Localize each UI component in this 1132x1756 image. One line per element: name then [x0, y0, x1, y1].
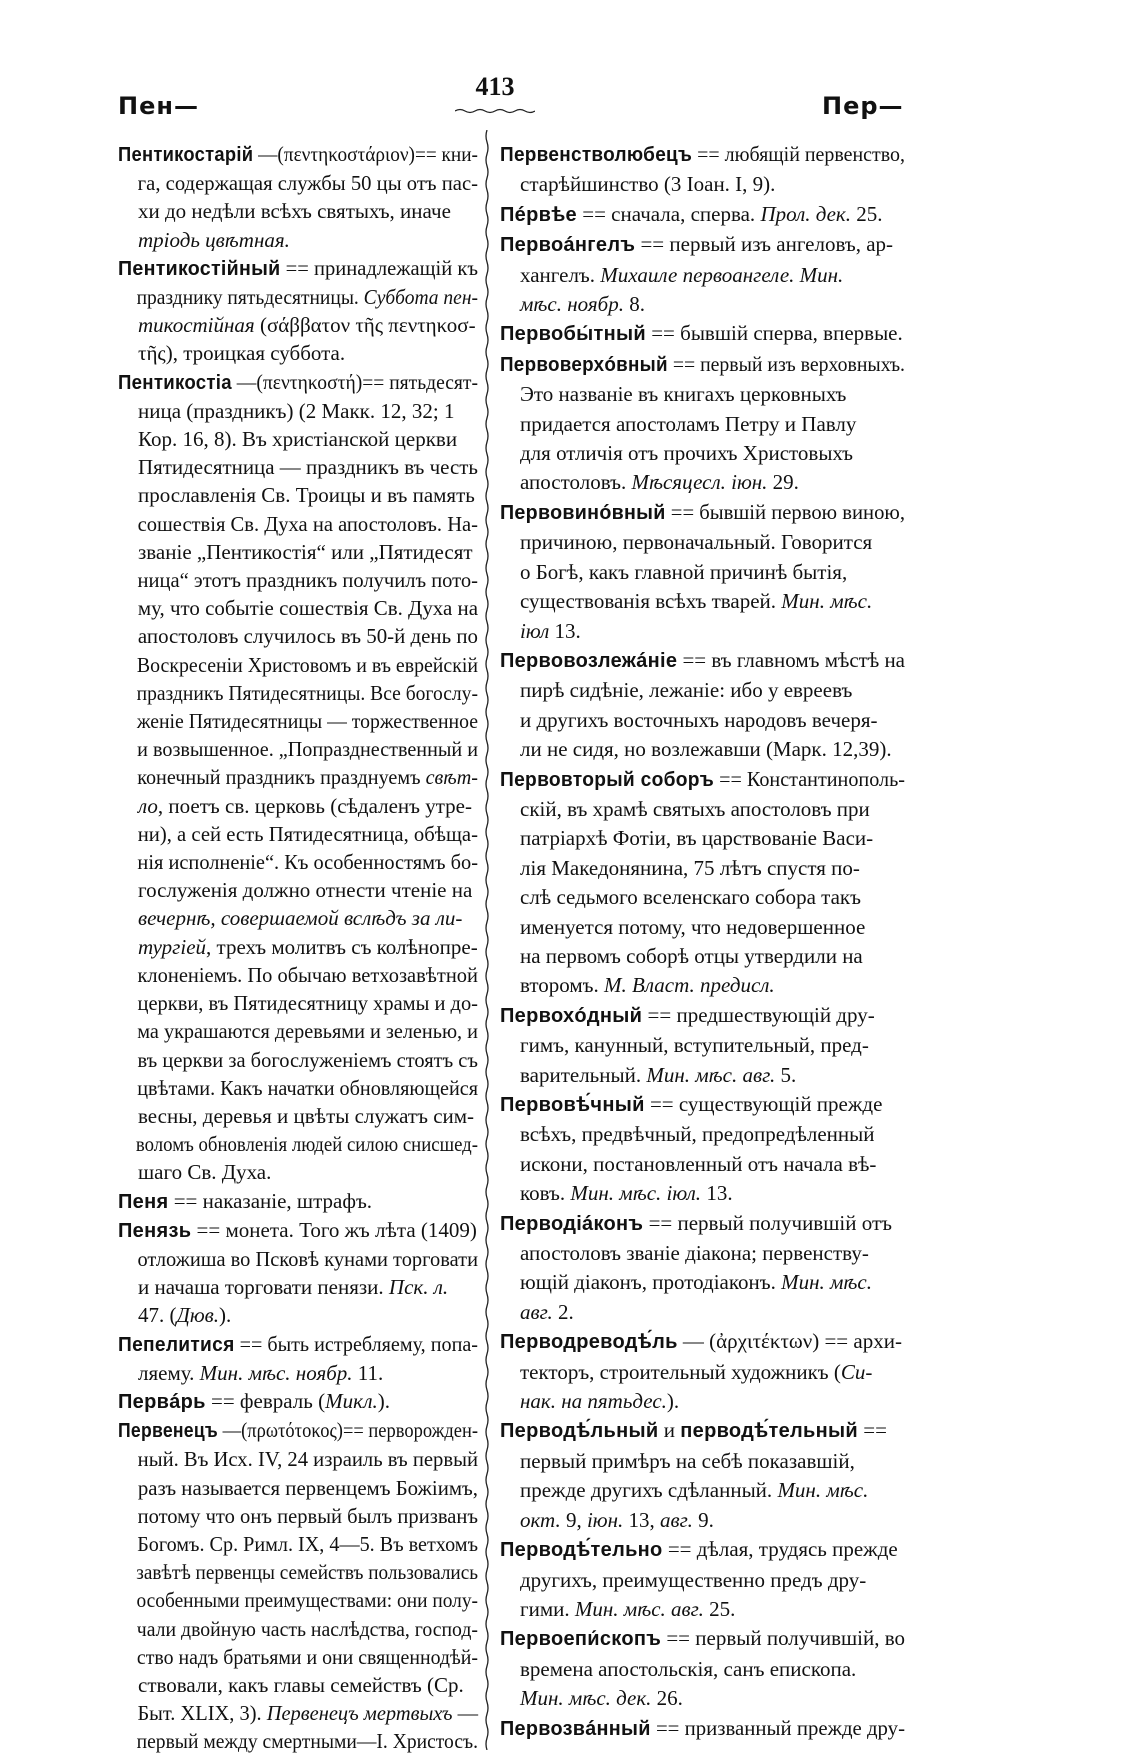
- text: 9,: [560, 1507, 587, 1532]
- text: 26.: [651, 1686, 683, 1711]
- text: ство надъ братьями и они священнодѣй-: [136, 1644, 479, 1669]
- text: — (ἀρχιτέκτων) == архи-: [677, 1329, 902, 1354]
- text: гимъ, канунный, вступительный, пред-: [520, 1033, 869, 1058]
- entry-text-line: [118, 1530, 478, 1558]
- text: сошествія Св. Духа на апостоловъ. На-: [137, 511, 479, 536]
- entry-text-line: [500, 795, 870, 824]
- entry-text-line: [500, 1268, 872, 1297]
- entry-text-line: [118, 1445, 478, 1473]
- headword: Пепелитися: [118, 1333, 235, 1356]
- text: ==: [858, 1418, 887, 1443]
- entry-headword-line: [118, 1330, 478, 1359]
- text: нія исполненіе“. Къ особенностямъ бо-: [137, 850, 479, 875]
- headword: Пенязь: [118, 1219, 192, 1242]
- entry-text-line: [118, 481, 475, 509]
- entry-text-line: [500, 1120, 874, 1149]
- text: Это названіе въ книгахъ церковныхъ: [520, 382, 847, 407]
- text: , поетъ св. церковь (сѣдаленъ утре-: [157, 793, 472, 818]
- headword: Первовторый соборъ: [500, 768, 715, 791]
- entry-text-line: [118, 425, 457, 453]
- text: хи до недѣли всѣхъ святыхъ, иначе: [138, 199, 451, 224]
- column-divider: [482, 130, 492, 1750]
- entry-text-line: [500, 883, 861, 912]
- text: придается апостоламъ Петру и Павлу: [520, 411, 857, 436]
- entry-text-line: [118, 707, 478, 735]
- text: искони, постановленный отъ начала вѣ-: [520, 1151, 877, 1176]
- entry-text-line: [118, 453, 478, 481]
- entry-text-line: [118, 538, 473, 566]
- entry-text-line: [500, 1298, 574, 1327]
- italic-text: М. Власт. предисл.: [604, 973, 775, 998]
- italic-text: Дюв.: [176, 1303, 220, 1328]
- text: == существующій прежде: [644, 1092, 883, 1116]
- entry-text-line: [500, 468, 799, 497]
- text: ма украшаются деревьями и зеленью, и: [137, 1019, 479, 1044]
- text: причиною, первоначальный. Говорится: [520, 530, 873, 555]
- italic-text: тикостійная: [138, 313, 255, 338]
- italic-text: Мин. мѣс. іюл.: [570, 1181, 702, 1206]
- entry-headword-line: [500, 140, 905, 170]
- italic-text: Мин. мѣс. дек.: [520, 1686, 652, 1711]
- text: именуется потому, что недовершенное: [520, 914, 866, 939]
- italic-text: Мин. мѣс. ноябр.: [199, 1360, 353, 1385]
- text: весны, деревья и цвѣты служатъ сим-: [138, 1103, 475, 1128]
- text: му, что событіе сошествія Св. Духа на: [137, 596, 479, 621]
- text: потому что онъ первый былъ призванъ: [137, 1503, 479, 1528]
- italic-text: іюл: [520, 618, 550, 643]
- entry-text-line: [118, 1474, 478, 1502]
- text: —(πρωτότοκος)== перворожден-: [218, 1418, 479, 1443]
- text: другихъ, преимущественно предъ дру-: [520, 1567, 867, 1592]
- entry-text-line: [118, 339, 345, 367]
- entry-text-line: [118, 510, 478, 538]
- entry-text-line: [500, 1566, 866, 1595]
- entry-headword-line: [118, 1216, 477, 1245]
- italic-text: Мин. мѣс.: [781, 589, 873, 614]
- italic-text: авг.: [520, 1299, 553, 1324]
- text: и начаша торговати пенязи.: [138, 1275, 389, 1300]
- text: Богомъ. Ср. Римл. IX, 4—5. Въ ветхомъ: [137, 1531, 478, 1556]
- entry-headword-line: [500, 1090, 882, 1120]
- headword: Первенстволюбецъ: [500, 144, 693, 166]
- entry-text-line: [500, 706, 878, 735]
- text: клоненіемъ. По обычаю ветхозавѣтной: [137, 962, 478, 987]
- text: гими.: [520, 1596, 575, 1621]
- headword: перводѣ́тельный: [680, 1420, 858, 1443]
- text: == Константинополь-: [714, 766, 905, 791]
- headword: Перводѣ́тельно: [500, 1539, 663, 1562]
- text: шаго Св. Духа.: [138, 1160, 272, 1185]
- entry-text-line: [500, 587, 872, 616]
- text: пирѣ сидѣніе, лежаніе: ибо у евреевъ: [520, 678, 853, 703]
- text: празднику пятьдесятницы.: [136, 285, 364, 310]
- entry-text-line: [118, 792, 472, 820]
- entry-text-line: [118, 169, 478, 197]
- entry-text-line: [500, 676, 852, 705]
- text: == первый изъ верховныхъ.: [667, 351, 906, 376]
- entry-text-line: [118, 311, 476, 339]
- entry-headword-line: [500, 646, 905, 676]
- headword: Первовозлежáніе: [500, 649, 678, 672]
- entry-text-line: [500, 824, 873, 853]
- text: 5.: [775, 1062, 797, 1087]
- text: ли не сидя, но возлежавши (Марк. 12,39).: [520, 737, 892, 762]
- entry-text-line: [500, 1150, 876, 1179]
- page-number-wavy-rule: [455, 108, 535, 114]
- italic-text: Мин. мѣс. авг.: [574, 1596, 704, 1621]
- text: == любящій первенство,: [692, 142, 906, 166]
- entry-text-line: [500, 913, 865, 942]
- text: на первомъ соборѣ отцы утвердили на: [520, 943, 863, 968]
- text: (σάββατον τῆς πεντηκοσ-: [254, 313, 476, 338]
- entry-text-line: [118, 1643, 478, 1671]
- entry-headword-line: [500, 230, 893, 260]
- entry-headword-line: [500, 498, 905, 528]
- entry-text-line: [500, 290, 645, 319]
- italic-text: Михаиле первоангеле. Мин.: [600, 262, 844, 287]
- entry-headword-line: [118, 368, 478, 397]
- text: ный. Въ Исх. IV, 24 израиль въ первый: [137, 1447, 479, 1472]
- entry-text-line: [500, 410, 856, 439]
- headword: Перводѣ́льный: [500, 1420, 659, 1443]
- entry-headword-line: [500, 1535, 898, 1565]
- text: скій, въ храмѣ святыхъ апостоловъ при: [520, 796, 870, 821]
- italic-text: свѣт-: [425, 765, 479, 790]
- text: Быт. XLIX, 3).: [137, 1701, 267, 1726]
- text: 25.: [851, 201, 883, 226]
- text: == призванный прежде дру-: [650, 1715, 905, 1740]
- entry-text-line: [118, 1359, 383, 1387]
- entry-text-line: [500, 528, 872, 557]
- entry-text-line: [500, 380, 846, 409]
- text: существованія всѣхъ тварей.: [520, 589, 782, 614]
- entry-text-line: [500, 1506, 714, 1535]
- headword: Пéрвѣе: [500, 203, 577, 226]
- text: прославленія Св. Троицы и въ память: [138, 483, 475, 508]
- italic-text: Мин. мѣс.: [781, 1270, 872, 1295]
- text: гослуженія должно отнести чтеніе на: [138, 878, 473, 903]
- text: и возвышенное. „Попразднественный и: [137, 737, 479, 762]
- text: всѣхъ, предвѣчный, предопредѣленный: [520, 1122, 875, 1147]
- headword: Пентикостіа: [118, 371, 232, 394]
- entry-text-line: [118, 961, 478, 989]
- entry-headword-line: [500, 1001, 875, 1031]
- text: апостоловъ званіе діакона; первенству-: [520, 1241, 869, 1266]
- text: 13.: [549, 618, 581, 643]
- headword: Первовинóвный: [500, 501, 666, 524]
- text: чали двойную часть наслѣдства, господ-: [136, 1616, 478, 1641]
- entry-text-line: [118, 989, 478, 1017]
- entry-text-line: [118, 820, 478, 848]
- text: прежде другихъ сдѣланный.: [520, 1478, 778, 1503]
- italic-text: мѣс. ноябр.: [520, 292, 624, 317]
- text: церкви, въ Пятидесятницу храмы и до-: [137, 991, 478, 1016]
- italic-text: Прол. дек.: [760, 201, 852, 226]
- italic-text: Суббота пен-: [363, 285, 479, 310]
- text: 29.: [767, 470, 799, 495]
- italic-text: авг.: [660, 1507, 693, 1532]
- entry-text-line: [500, 617, 581, 646]
- text: == быть истребляему, попа-: [234, 1331, 478, 1356]
- headword: Первохóдный: [500, 1004, 643, 1027]
- entry-text-line: [118, 1671, 464, 1699]
- text: == бывшій сперва, впервые.: [645, 321, 903, 346]
- entry-headword-line: [500, 319, 903, 349]
- text: Пятидесятница — праздникъ въ честь: [137, 455, 479, 480]
- headword: Пентикостійный: [118, 257, 281, 280]
- entry-text-line: [118, 622, 478, 650]
- text: 47. (: [138, 1303, 177, 1328]
- text: званіе „Пентикостія“ или „Пятидесят: [138, 539, 473, 564]
- text: ница“ этотъ праздникъ получилъ пото-: [137, 568, 478, 593]
- entry-text-line: [118, 1615, 478, 1643]
- italic-text: Мин. мѣс. авг.: [646, 1062, 776, 1087]
- entry-text-line: [500, 735, 892, 764]
- text: == предшествующій дру-: [642, 1002, 875, 1027]
- entry-text-line: [118, 1102, 474, 1130]
- entry-text-line: [118, 1301, 231, 1329]
- text: == первый получившій, во: [661, 1626, 906, 1651]
- text: 9.: [692, 1507, 714, 1532]
- headword: Перводреводѣ́ль: [500, 1331, 678, 1354]
- italic-text: Первенецъ мертвыхъ: [266, 1701, 453, 1726]
- text: особенными преимуществами: они полу-: [136, 1588, 479, 1613]
- italic-text: нак. на пятьдес.: [520, 1389, 667, 1414]
- text: == въ главномъ мѣстѣ на: [677, 647, 905, 672]
- entry-text-line: [118, 1699, 478, 1727]
- headword: Первоепи́скопъ: [500, 1628, 662, 1651]
- entry-text-line: [500, 971, 775, 1000]
- italic-text: тургіей: [138, 934, 207, 959]
- text: 8.: [623, 292, 645, 317]
- italic-text: тріодь цвѣтная.: [138, 227, 290, 252]
- entry-text-line: [118, 283, 478, 311]
- headword: Пентикостарій: [118, 144, 254, 166]
- entry-text-line: [118, 1273, 448, 1301]
- italic-text: Мин. мѣс.: [777, 1478, 869, 1503]
- text: воломъ обновленія людей силою снисшед-: [135, 1132, 478, 1157]
- headword: Первенецъ: [118, 1420, 219, 1443]
- entry-text-line: [118, 763, 478, 791]
- entry-headword-line: [500, 1416, 887, 1446]
- entry-text-line: [500, 942, 863, 971]
- text: женіе Пятидесятницы — торжественное: [136, 709, 478, 734]
- entry-text-line: [500, 1447, 855, 1476]
- entry-text-line: [118, 1130, 478, 1158]
- italic-text: окт.: [520, 1507, 561, 1532]
- entry-text-line: [118, 651, 478, 679]
- entry-text-line: [500, 1476, 868, 1505]
- text: 13.: [701, 1181, 733, 1206]
- entry-text-line: [118, 1245, 478, 1273]
- entry-text-line: [118, 679, 478, 707]
- headword: Первовѣ́чный: [500, 1094, 645, 1116]
- entry-text-line: [118, 1502, 478, 1530]
- entry-text-line: [118, 1017, 478, 1045]
- text: 2.: [552, 1299, 574, 1324]
- text: ющій діаконъ, протодіаконъ.: [520, 1270, 782, 1295]
- entry-text-line: [500, 261, 843, 290]
- text: == принадлежащій къ: [280, 255, 479, 280]
- entry-text-line: [118, 1074, 478, 1102]
- text: ).: [377, 1388, 390, 1413]
- right-column: [500, 140, 905, 1744]
- italic-text: Пск. л.: [388, 1275, 449, 1300]
- text: == монета. Того жъ лѣта (1409): [191, 1217, 477, 1242]
- entry-text-line: [500, 1387, 679, 1416]
- headword: Первобы́тный: [500, 323, 646, 346]
- text: == дѣлая, трудясь прежде: [662, 1537, 898, 1562]
- entry-text-line: [118, 566, 478, 594]
- entry-text-line: [500, 558, 847, 587]
- text: первый между смертными—I. Христосъ.: [136, 1729, 479, 1754]
- text: апостоловъ случилось въ 50-й день по: [137, 624, 479, 649]
- entry-text-line: [500, 1358, 872, 1387]
- page-number: 413: [475, 72, 515, 101]
- text: —(πεντηκοστή)== пятьдесят-: [231, 369, 478, 394]
- entry-text-line: [118, 1558, 478, 1586]
- entry-headword-line: [500, 1209, 892, 1239]
- entry-headword-line: [118, 254, 478, 283]
- text: ляему.: [138, 1360, 200, 1385]
- entry-text-line: [118, 735, 478, 763]
- entry-text-line: [118, 397, 454, 425]
- italic-text: Микл.: [325, 1388, 378, 1413]
- italic-text: іюн.: [586, 1507, 624, 1532]
- entry-headword-line: [118, 1416, 478, 1445]
- text: , трехъ молитвъ съ колѣнопре-: [206, 934, 478, 959]
- text: второмъ.: [520, 973, 605, 998]
- text: лія Македонянина, 75 лѣтъ спустя по-: [520, 855, 860, 880]
- text: == бывшій первою виною,: [665, 499, 905, 524]
- entry-text-line: [500, 1061, 796, 1090]
- entry-text-line: [500, 170, 775, 199]
- italic-text: ло: [138, 793, 158, 818]
- text: первый примѣръ на себѣ показавшій,: [520, 1448, 855, 1473]
- text: == первый изъ ангеловъ, ар-: [635, 232, 894, 257]
- text: Кор. 16, 8). Въ христіанской церкви: [138, 427, 458, 452]
- text: слѣ седьмого вселенскаго собора такъ: [520, 885, 861, 910]
- text: патріархѣ Фотіи, въ царствованіе Васи-: [520, 826, 874, 851]
- text: о Богѣ, какъ главной причинѣ бытія,: [520, 559, 848, 584]
- entry-headword-line: [500, 200, 883, 230]
- entry-text-line: [118, 1046, 478, 1074]
- entry-headword-line: [500, 1624, 905, 1654]
- text: == первый получившій отъ: [643, 1210, 892, 1235]
- entry-text-line: [500, 1655, 856, 1684]
- entry-text-line: [500, 854, 860, 883]
- text: == наказаніе, штрафъ.: [168, 1188, 373, 1213]
- text: τῆς), троицкая суббота.: [138, 341, 346, 366]
- text: завѣтѣ первенцы семействъ пользовались: [136, 1560, 478, 1585]
- text: и другихъ восточныхъ народовъ вечеря-: [520, 707, 878, 732]
- text: конечный праздникъ празднуемъ: [137, 765, 426, 790]
- text: варительный.: [520, 1062, 647, 1087]
- entry-text-line: [500, 1179, 733, 1208]
- text: и: [658, 1418, 681, 1443]
- text: ковъ.: [520, 1181, 571, 1206]
- headword: Первозвáнный: [500, 1717, 651, 1740]
- entry-headword-line: [500, 1327, 902, 1357]
- entry-text-line: [500, 439, 853, 468]
- entry-text-line: [118, 876, 472, 904]
- text: цвѣтами. Какъ начатки обновляющейся: [137, 1075, 479, 1100]
- entry-text-line: [118, 197, 451, 225]
- entry-text-line: [118, 848, 478, 876]
- text: —: [452, 1701, 478, 1726]
- text: == сначала, сперва.: [577, 201, 761, 226]
- entry-headword-line: [118, 140, 478, 169]
- headword: Первáрь: [118, 1390, 206, 1413]
- entry-text-line: [118, 1586, 478, 1614]
- text: га, содержащая службы 50 цы отъ пас-: [137, 171, 478, 196]
- text: Воскресеніи Христовомъ и въ еврейскій: [136, 652, 478, 677]
- text: 13,: [623, 1507, 661, 1532]
- text: ница (праздникъ) (2 Макк. 12, 32; 1: [138, 398, 455, 423]
- text: хангелъ.: [520, 262, 601, 287]
- text: старѣйшинство (3 Іоан. I, 9).: [520, 172, 776, 197]
- entry-headword-line: [500, 1714, 905, 1744]
- entry-headword-line: [118, 1387, 390, 1416]
- text: времена апостольскія, санъ епископа.: [520, 1656, 857, 1681]
- text: отложиша во Псковѣ кунами торговати: [137, 1246, 479, 1271]
- text: —(πεντηκοστάριον)== кни-: [253, 142, 478, 166]
- text: ни), а сей есть Пятидесятница, обѣща-: [137, 821, 479, 846]
- text: ).: [219, 1303, 232, 1328]
- entry-headword-line: [500, 765, 905, 795]
- text: разъ называется первенцемъ Божіимъ,: [137, 1475, 479, 1500]
- entry-text-line: [500, 1595, 735, 1624]
- headword: Первоáнгелъ: [500, 234, 636, 257]
- entry-text-line: [118, 1158, 271, 1186]
- italic-text: Мѣсяцесл. іюн.: [631, 470, 768, 495]
- text: текторъ, строительный художникъ (: [520, 1359, 841, 1384]
- entry-text-line: [118, 594, 478, 622]
- text: == февраль (: [205, 1388, 326, 1413]
- entry-text-line: [500, 1684, 683, 1713]
- text: 25.: [703, 1596, 736, 1621]
- entry-text-line: [118, 226, 290, 254]
- text: для отличія отъ прочихъ Христовыхъ: [520, 441, 853, 466]
- headword: Пеня: [118, 1190, 169, 1213]
- headword: Первоверхóвный: [500, 353, 668, 376]
- running-head-left: Пен—: [118, 92, 199, 120]
- entry-headword-line: [500, 350, 905, 380]
- italic-text: Си-: [840, 1359, 873, 1384]
- text: ствовали, какъ главы семействъ (Ср.: [138, 1672, 464, 1697]
- left-column: [118, 140, 478, 1756]
- entry-text-line: [118, 1727, 478, 1755]
- running-head-right: Пер—: [822, 92, 904, 120]
- text: въ церкви за богослуженіемъ стоятъ съ: [137, 1047, 479, 1072]
- entry-text-line: [500, 1031, 869, 1060]
- entry-text-line: [118, 904, 462, 932]
- italic-text: вечернѣ, совершаемой вслѣдъ за ли-: [138, 906, 463, 931]
- entry-text-line: [500, 1239, 869, 1268]
- text: 11.: [352, 1360, 384, 1385]
- text: апостоловъ.: [520, 470, 632, 495]
- entry-text-line: [118, 933, 478, 961]
- entry-headword-line: [118, 1187, 372, 1216]
- text: ).: [666, 1389, 680, 1414]
- headword: Перводіáконъ: [500, 1212, 644, 1235]
- text: праздникъ Пятидесятницы. Все богослу-: [136, 680, 478, 705]
